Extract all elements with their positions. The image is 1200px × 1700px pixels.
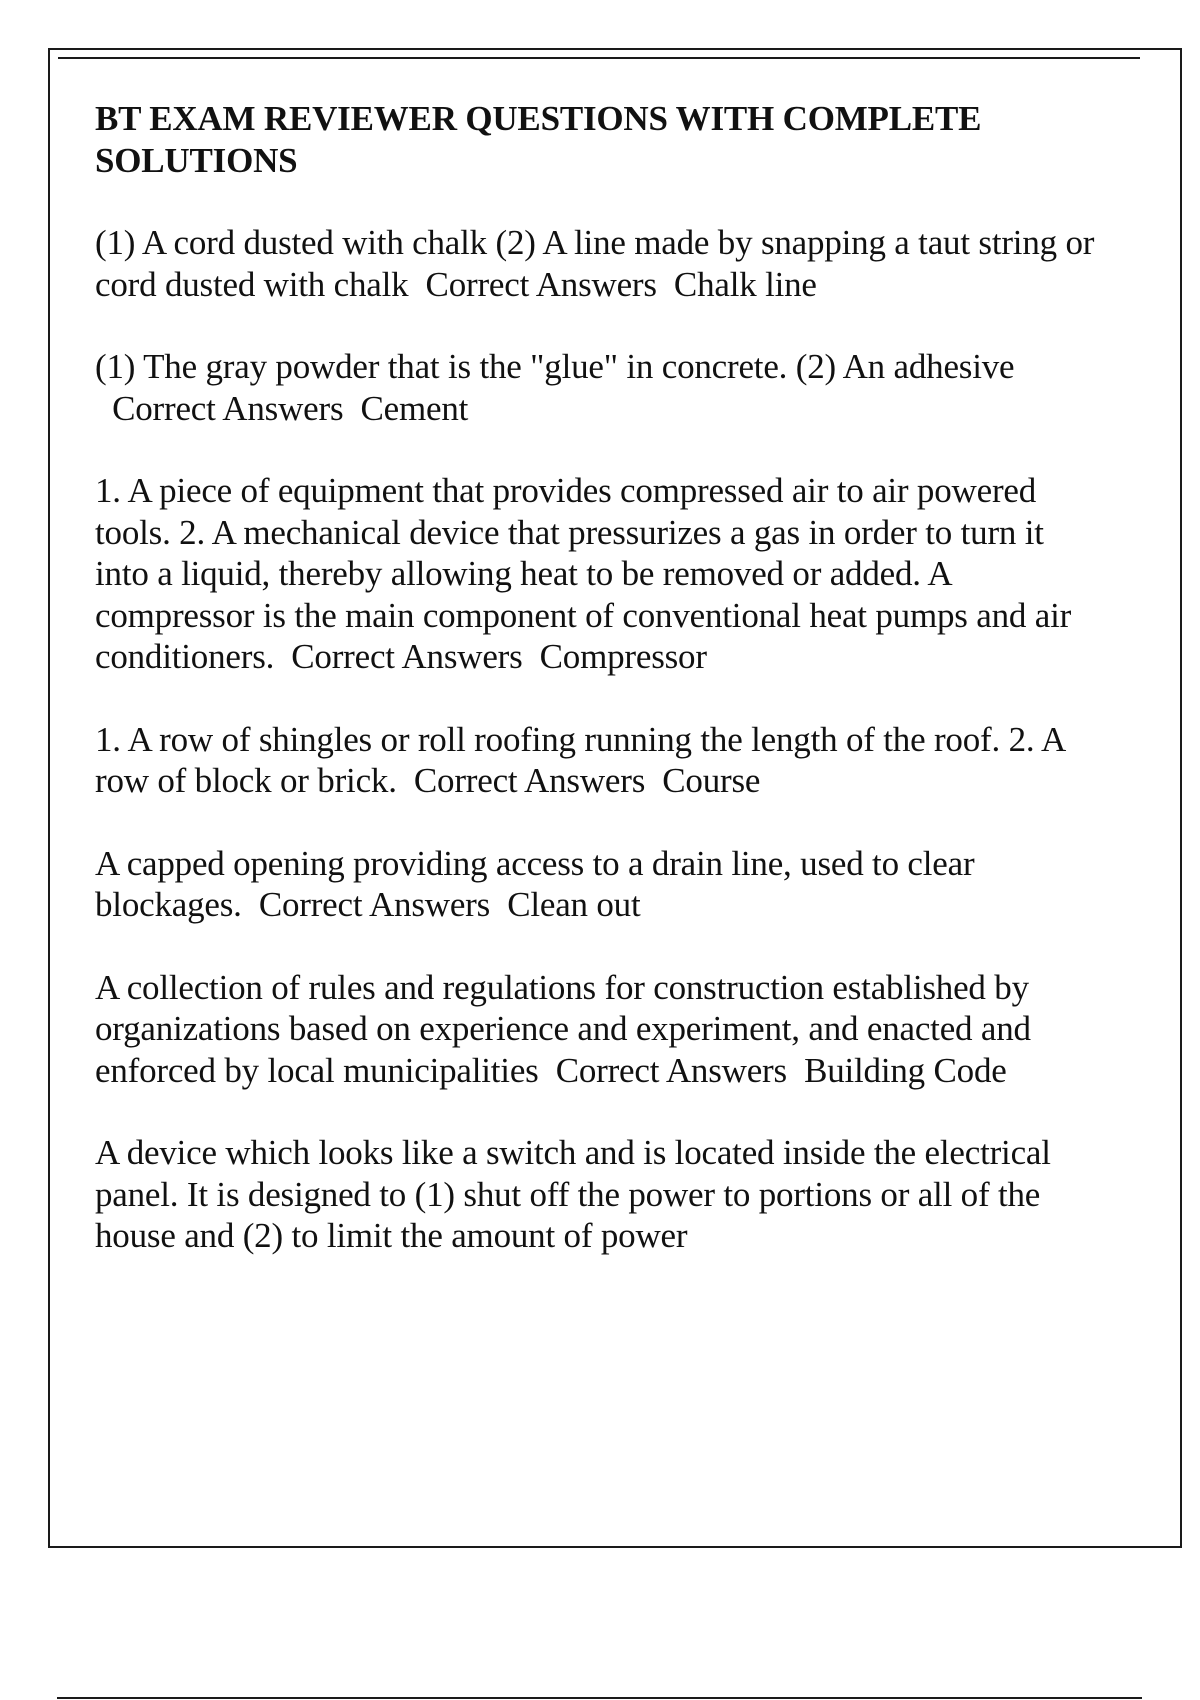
question-text: (1) The gray powder that is the "glue" in concrete. (2) An adhesive [95, 347, 1015, 386]
question-text: (1) A cord dusted with chalk (2) A line made by snapping a taut string or cord dusted with chalk [95, 223, 1095, 304]
question-text: A device which looks like a switch and is located inside the electrical panel. It is designed to (1) shut off the power to portions or all of the house and (2) to limit the amount of power [95, 1133, 1051, 1255]
answer-text: Compressor [539, 637, 707, 676]
qa-entry [95, 222, 1095, 305]
document-body [95, 98, 1095, 1298]
question-text: 1. A piece of equipment that provides compressed air to air powered tools. 2. A mechanical device that pressurizes a gas in order to turn it into a liquid, thereby allowing heat to be removed or added. A compressor is the main component of conventional heat pumps and air conditioners. [95, 471, 1072, 676]
answer-label: Correct Answers [555, 1050, 787, 1090]
question-text: 1. A row of shingles or roll roofing running the length of the roof. 2. A row of block or brick. [95, 719, 1065, 800]
answer-text: Cement [360, 388, 469, 428]
answer-label: Correct Answers [413, 761, 646, 800]
qa-entry [95, 967, 1095, 1092]
answer-label: Correct Answers [291, 637, 523, 676]
qa-entry [95, 346, 1095, 429]
qa-entry-partial [95, 1132, 1095, 1257]
qa-entry [95, 843, 1095, 926]
question-text: A collection of rules and regulations for construction established by organizations based on experience and experiment, and enacted and enforced by local municipalities [95, 967, 1031, 1090]
qa-entry [95, 719, 1095, 802]
answer-text: Clean out [507, 885, 641, 924]
top-rule [58, 57, 1140, 59]
document-title: BT EXAM REVIEWER QUESTIONS WITH COMPLETE SOLUTIONS [95, 99, 982, 180]
question-text: A capped opening providing access to a drain line, used to clear blockages. [95, 843, 975, 924]
answer-label: Correct Answers [425, 264, 657, 304]
answer-text: Course [662, 761, 761, 800]
bottom-rule [57, 1697, 1142, 1699]
answer-text: Chalk line [673, 264, 817, 304]
qa-entry [95, 470, 1095, 678]
answer-text: Building Code [804, 1050, 1007, 1090]
answer-label: Correct Answers [258, 885, 491, 924]
answer-label: Correct Answers [112, 388, 344, 428]
